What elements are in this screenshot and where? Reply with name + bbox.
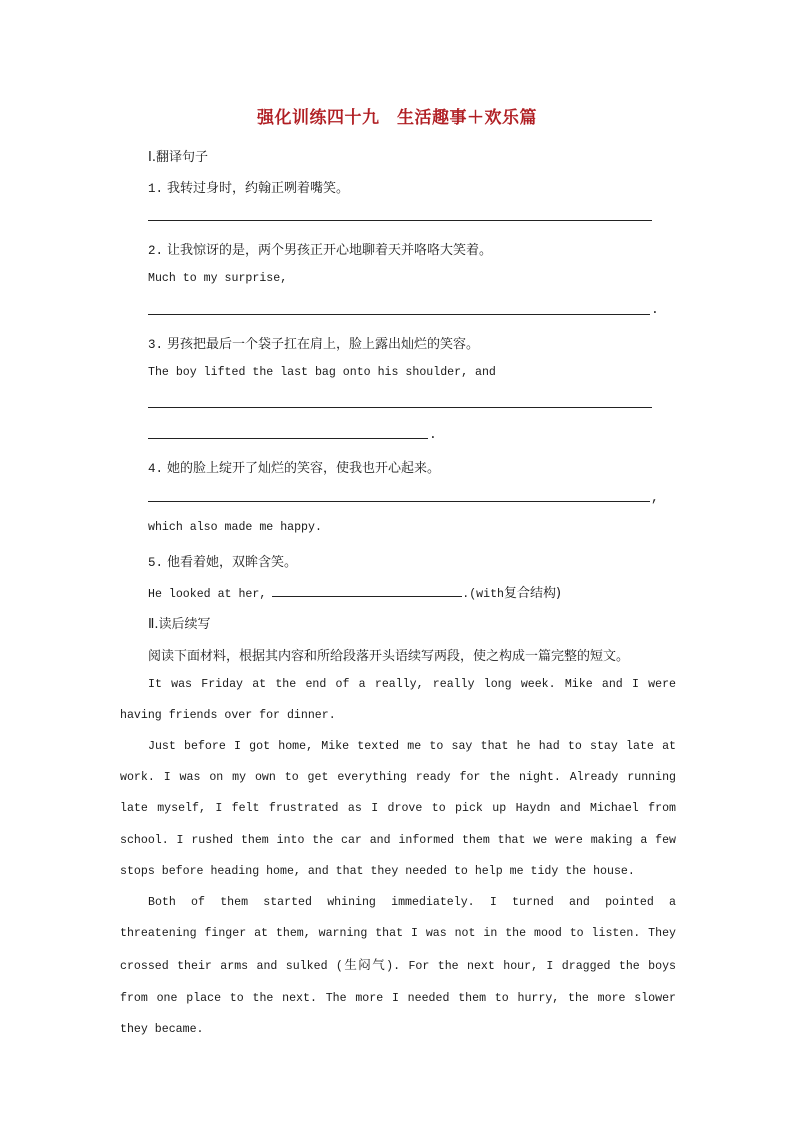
question-5-english-end: .(with <box>462 588 505 601</box>
page-title: 强化训练四十九 生活趣事＋欢乐篇 <box>257 108 537 128</box>
passage-paragraph-3-gloss: 生闷气 <box>342 957 387 973</box>
answer-end-punct: . <box>651 302 659 317</box>
section-heading-translation: Ⅰ.翻译句子 <box>148 150 208 165</box>
passage-paragraph-2: Just before I got home, Mike texted me to say that he had to stay late at work. I was on my own to get everything ready for the night. Already running late myself, I felt frustrated as I drove to pick up Haydn and Michael from school. I rushed them into the car and informed them that we were making a few stops before heading home, and that they needed to help me tidy the house. <box>120 740 676 878</box>
answer-line-5[interactable] <box>272 584 462 597</box>
question-2-english-start: Much to my surprise, <box>148 272 288 285</box>
question-chinese: 她的脸上绽开了灿烂的笑容，使我也开心起来。 <box>167 461 441 476</box>
section-heading-continuation: Ⅱ.读后续写 <box>148 617 211 632</box>
question-4-english-end: which also made me happy. <box>148 521 322 534</box>
answer-line-3a[interactable] <box>148 407 652 408</box>
question-5-english <box>148 582 561 601</box>
question-4 <box>148 457 440 476</box>
answer-line-1[interactable] <box>148 220 652 221</box>
question-number: 3. <box>148 338 164 352</box>
question-chinese: 我转过身时，约翰正咧着嘴笑。 <box>167 181 350 196</box>
question-3-english-start: The boy lifted the last bag onto his shoulder, and <box>148 366 496 379</box>
question-1 <box>148 177 349 196</box>
answer-line-4[interactable] <box>148 501 650 502</box>
answer-end-punct: . <box>429 427 437 442</box>
answer-end-punct: , <box>651 490 659 505</box>
passage-paragraph-3 <box>120 887 676 1045</box>
question-5-hint: 复合结构) <box>504 586 562 601</box>
question-3 <box>148 333 479 352</box>
question-5-english-start: He looked at her, <box>148 588 267 601</box>
passage-paragraph-1: It was Friday at the end of a really, really long week. Mike and I were having friends over for dinner. <box>120 678 676 723</box>
question-number: 4. <box>148 462 164 476</box>
passage-paragraph-3-part-a: Both of them started whining immediately. I turned and pointed a threatening finger at them, warning that I was not in the mood to listen. They crossed their arms and sulked ( <box>120 896 676 974</box>
instruction-text: 阅读下面材料，根据其内容和所给段落开头语续写两段，使之构成一篇完整的短文。 <box>148 649 630 664</box>
question-number: 2. <box>148 244 164 258</box>
question-chinese: 男孩把最后一个袋子扛在肩上，脸上露出灿烂的笑容。 <box>167 337 480 352</box>
question-number: 1. <box>148 182 164 196</box>
question-chinese: 他看着她，双眸含笑。 <box>167 555 298 570</box>
question-number: 5. <box>148 556 164 570</box>
answer-line-3b[interactable] <box>148 438 428 439</box>
answer-line-2[interactable] <box>148 314 650 315</box>
question-5 <box>148 551 297 570</box>
question-chinese: 让我惊讶的是，两个男孩正开心地聊着天并咯咯大笑着。 <box>167 243 493 258</box>
question-2 <box>148 239 492 258</box>
passage-paragraph-3-part-b: ). For the next hour, I dragged the boys from one place to the next. The more I needed them to hurry, the more slower they became. <box>120 960 676 1036</box>
